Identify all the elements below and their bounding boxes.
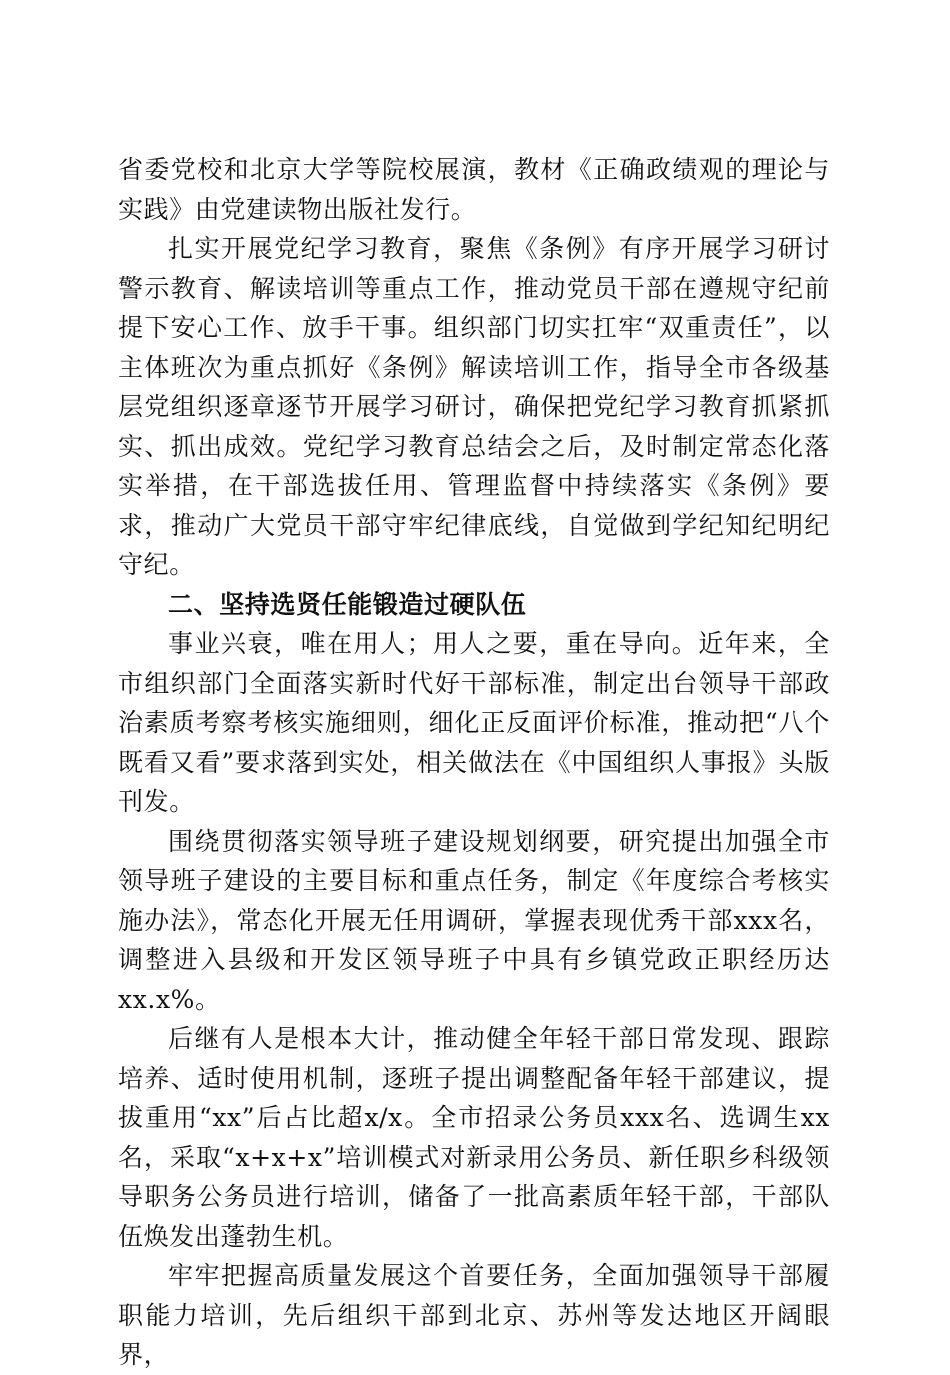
paragraph-continuation: 省委党校和北京大学等院校展演，教材《正确政绩观的理论与实践》由党建读物出版社发行。 <box>118 155 830 224</box>
paragraph-cadre-selection: 事业兴衰，唯在用人；用人之要，重在导向。近年来，全市组织部门全面落实新时代好干部标准，制定出台领导干部政治素质考察考核实施细则，细化正反面评价标准，推动把“八个既看又看”要求落到实处，相关做法在《中国组织人事报》头版刊发。 <box>118 629 830 816</box>
section-heading: 二、坚持选贤任能锻造过硬队伍 <box>168 589 527 619</box>
document-body <box>118 150 830 1375</box>
paragraph-party-discipline-education: 扎实开展党纪学习教育，聚焦《条例》有序开展学习研讨警示教育、解读培训等重点工作，推动党员干部在遵规守纪前提下安心工作、放手干事。组织部门切实扛牢“双重责任”，以主体班次为重点抓好《条例》解读培训工作，指导全市各级基层党组织逐章逐节开展学习研讨，确保把党纪学习教育抓紧抓实、抓出成效。党纪学习教育总结会之后，及时制定常态化落实举措，在干部选拔任用、管理监督中持续落实《条例》要求，推动广大党员干部守牢纪律底线，自觉做到学纪知纪明纪守纪。 <box>118 234 830 579</box>
paragraph-young-cadres: 后继有人是根本大计，推动健全年轻干部日常发现、跟踪培养、适时使用机制，逐班子提出调整配备年轻干部建议，提拔重用“xx”后占比超x/x。全市招录公务员xxx名、选调生xx名，采取“x+x+x”培训模式对新录用公务员、新任职乡科级领导职务公务员进行培训，储备了一批高素质年轻干部，干部队伍焕发出蓬勃生机。 <box>118 1024 830 1251</box>
paragraph-leadership-team-building: 围绕贯彻落实领导班子建设规划纲要，研究提出加强全市领导班子建设的主要目标和重点任务，制定《年度综合考核实施办法》，常态化开展无任用调研，掌握表现优秀干部xxx名，调整进入县级和开发区领导班子中具有乡镇党政正职经历达xx.x%。 <box>118 826 830 1014</box>
paragraph-capability-training: 牢牢把握高质量发展这个首要任务，全面加强领导干部履职能力培训，先后组织干部到北京、苏州等发达地区开阔眼界， <box>118 1261 830 1369</box>
